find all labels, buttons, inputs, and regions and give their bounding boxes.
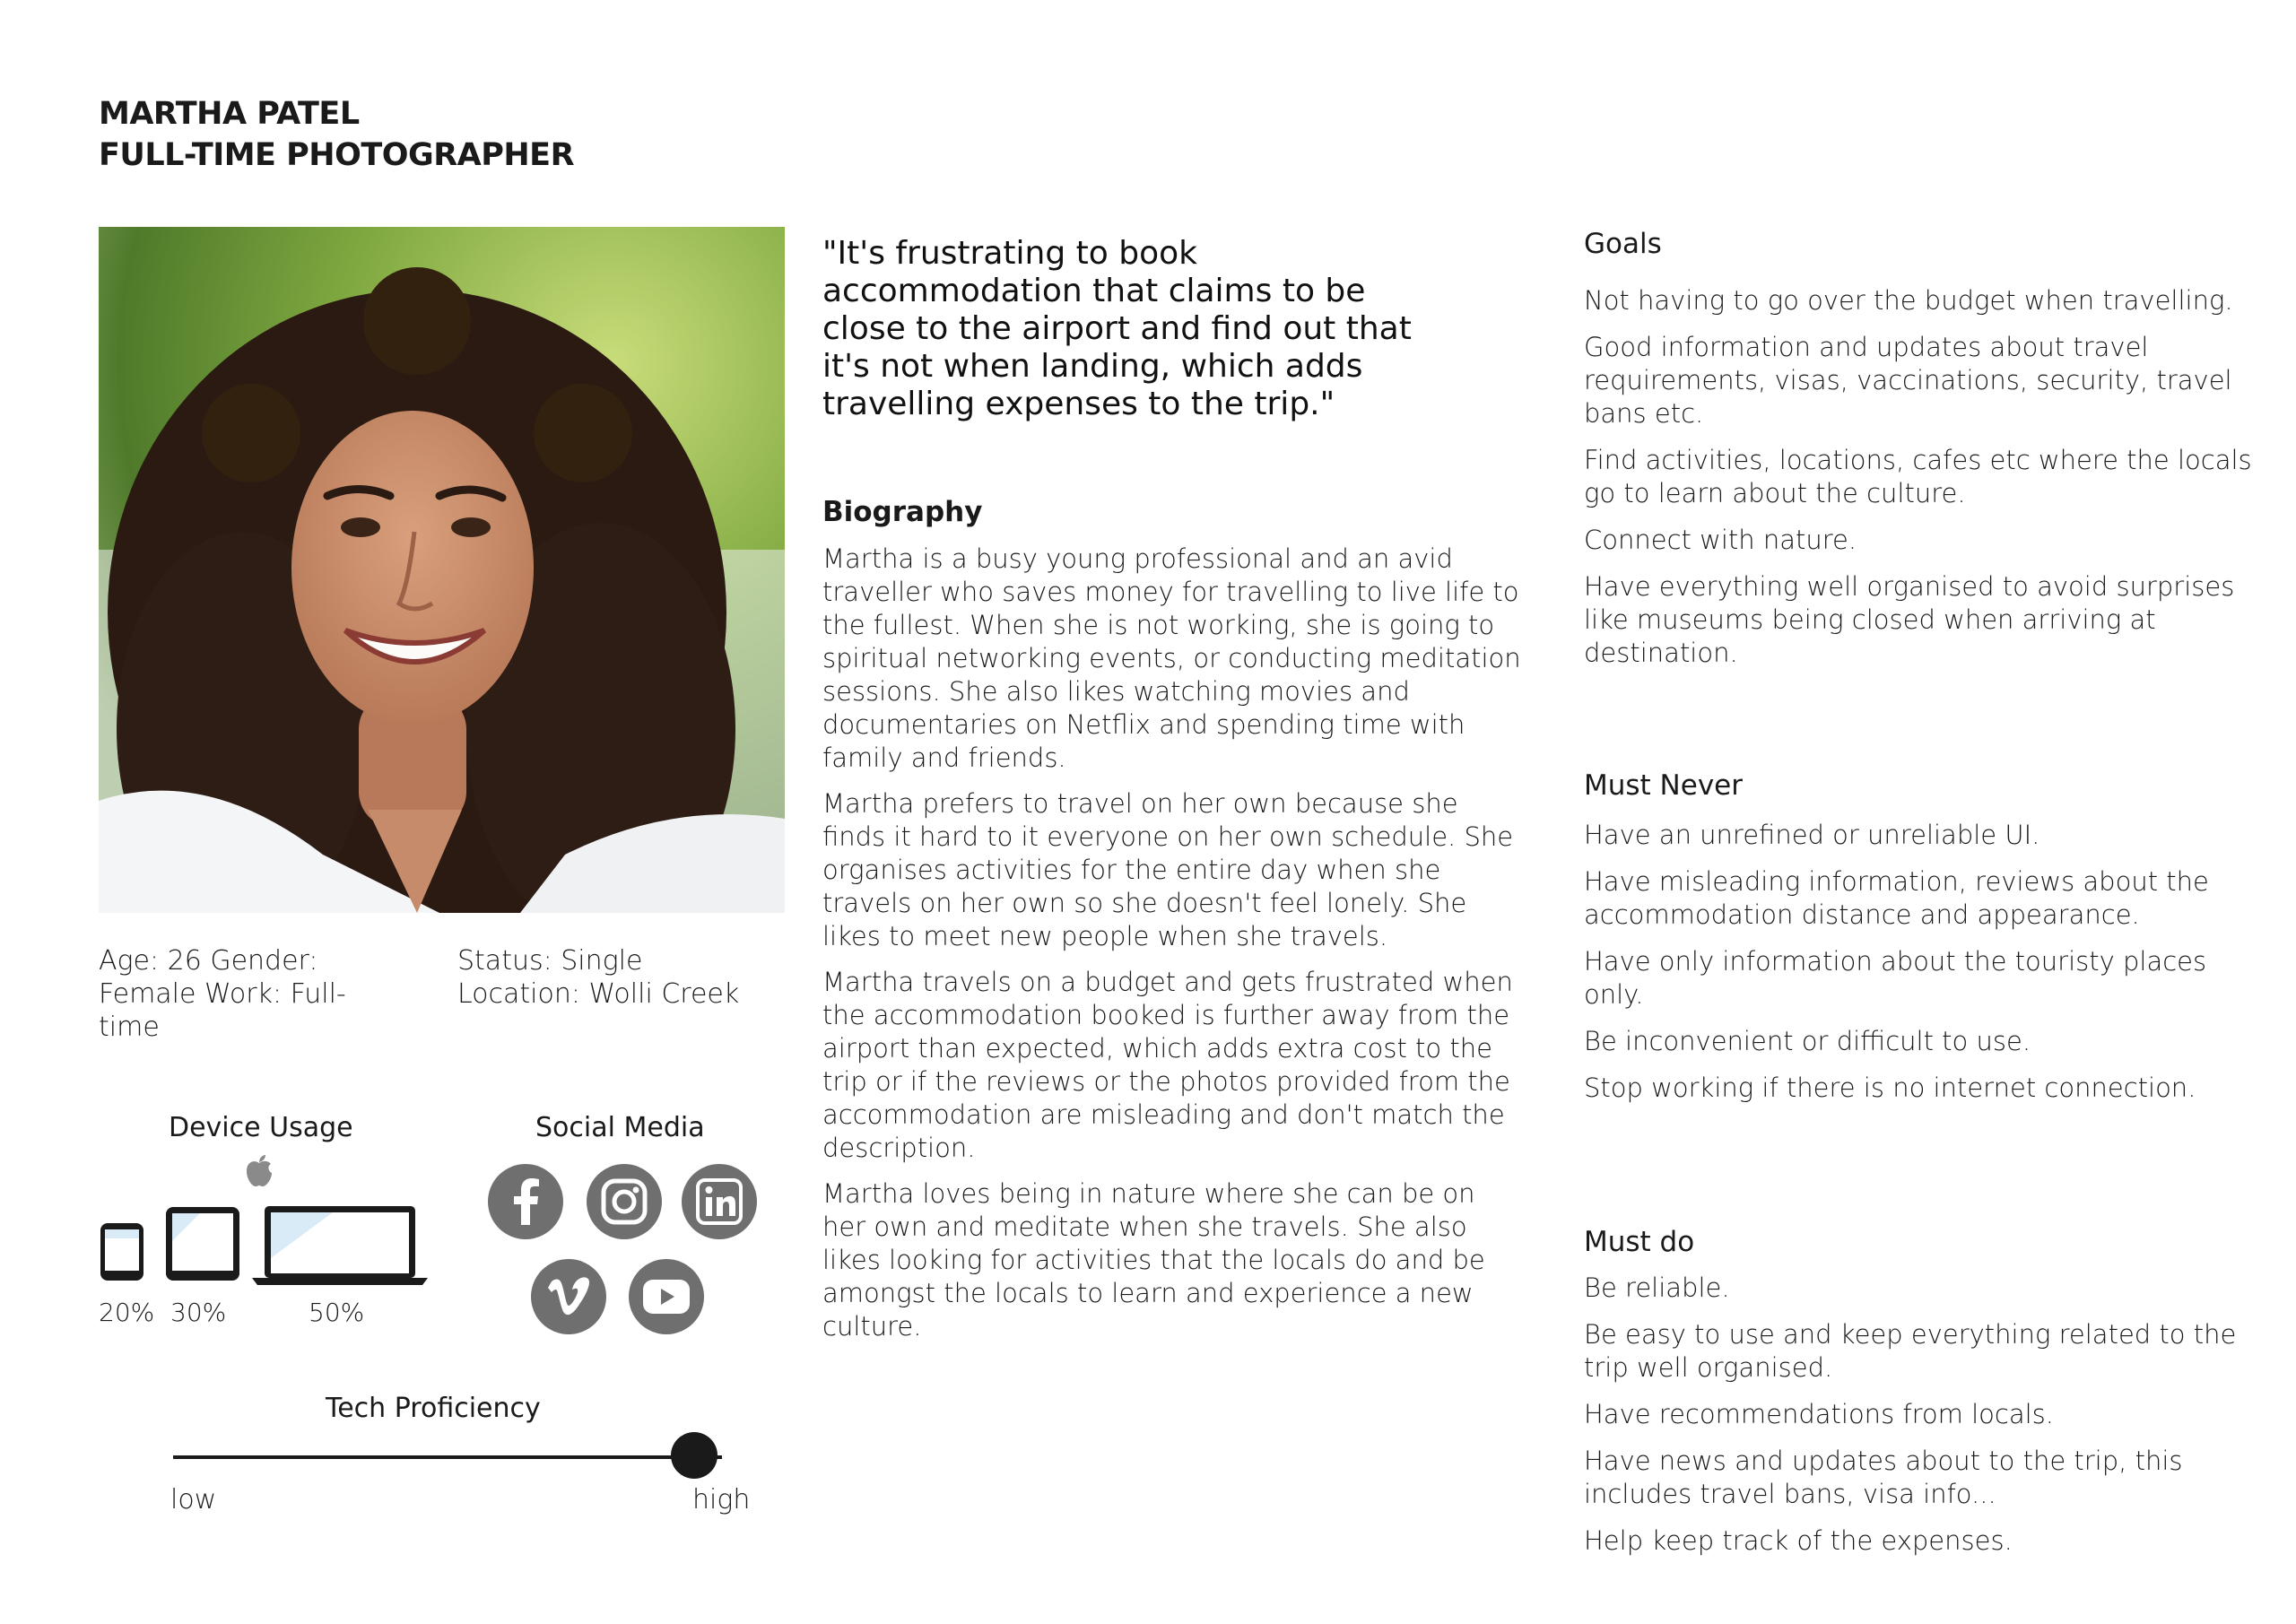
must-never-section	[1584, 769, 2257, 1118]
apple-icon	[244, 1154, 274, 1192]
must-do-title: Must do	[1584, 1226, 1695, 1258]
profile-status: Status: Single	[457, 945, 643, 977]
social-media-title: Social Media	[535, 1112, 705, 1143]
laptop-icon	[252, 1204, 428, 1290]
must-never-item: Stop working if there is no internet connection.	[1584, 1073, 2196, 1103]
biography-paragraph: Martha is a busy young professional and an avid traveller who saves money for travelling to live life to the fullest. When she is not working, she is going to spiritual networking events, or conducting meditation sessions. She also likes watching movies and documentaries on Netflix and spending time with family and friends.	[822, 543, 1521, 773]
persona-name: MARTHA PATEL	[99, 96, 360, 132]
goal-item: Connect with nature.	[1584, 525, 1857, 555]
must-do-item: Have news and updates about to the trip, this includes travel bans, visa info...	[1584, 1446, 2183, 1509]
tech-proficiency-track	[173, 1455, 722, 1459]
tech-proficiency-title: Tech Proficiency	[326, 1393, 541, 1424]
youtube-icon[interactable]	[629, 1259, 704, 1334]
must-do-item: Be reliable.	[1584, 1272, 1730, 1303]
persona-photo	[99, 227, 785, 913]
must-never-item: Be inconvenient or difficult to use.	[1584, 1026, 2031, 1056]
must-never-item: Have only information about the touristy places only.	[1584, 946, 2207, 1010]
tech-proficiency-low-label: low	[170, 1484, 217, 1515]
must-do-section	[1584, 1226, 2257, 1571]
persona-role: FULL-TIME PHOTOGRAPHER	[99, 137, 575, 173]
tech-proficiency-thumb[interactable]	[671, 1432, 718, 1479]
biography-text	[822, 543, 1522, 1356]
biography-paragraph: Martha prefers to travel on her own because she finds it hard to it everyone on her own schedule. She organises activities for the entire day when she travels on her own so she doesn't feel lonely. She likes to meet new people when she travels.	[822, 788, 1514, 951]
goal-item: Have everything well organised to avoid surprises like museums being closed when arriving at destination.	[1584, 571, 2235, 668]
phone-usage-pct: 20%	[99, 1298, 155, 1327]
tablet-icon	[164, 1205, 241, 1286]
goal-item: Find activities, locations, cafes etc where the locals go to learn about the culture.	[1584, 445, 2252, 508]
tablet-usage-pct: 30%	[170, 1298, 227, 1327]
tech-proficiency-high-label: high	[692, 1484, 751, 1515]
must-do-item: Help keep track of the expenses.	[1584, 1525, 2013, 1556]
device-usage-title: Device Usage	[169, 1112, 353, 1143]
biography-paragraph: Martha loves being in nature where she can be on her own and meditate when she travels. She also likes looking for activities that the locals do and be amongst the locals to learn and experience a new culture.	[822, 1178, 1485, 1342]
goal-item: Good information and updates about travel requirements, visas, vaccinations, security, travel bans etc.	[1584, 332, 2232, 429]
persona-header	[99, 93, 574, 176]
goals-title: Goals	[1584, 228, 1662, 260]
must-never-item: Have an unrefined or unreliable UI.	[1584, 820, 2040, 850]
facebook-icon[interactable]	[488, 1164, 563, 1239]
must-never-item: Have misleading information, reviews about the accommodation distance and appearance.	[1584, 866, 2209, 930]
profile-demographics: Age: 26 Gender: Female Work: Full-time	[99, 945, 346, 1043]
profile-location: Location: Wolli Creek	[457, 978, 740, 1010]
vimeo-icon[interactable]	[531, 1259, 606, 1334]
goal-item: Not having to go over the budget when travelling.	[1584, 285, 2233, 316]
laptop-usage-pct: 50%	[309, 1298, 365, 1327]
profile-status-location	[457, 944, 780, 1011]
goals-section	[1584, 228, 2257, 683]
must-do-item: Have recommendations from locals.	[1584, 1399, 2054, 1429]
linkedin-icon[interactable]	[682, 1164, 757, 1239]
instagram-icon[interactable]	[587, 1164, 662, 1239]
biography-title: Biography	[822, 496, 983, 528]
persona-quote: "It's frustrating to book accommodation that claims to be close to the airport and find out that it's not when landing, which adds travelling expenses to the trip."	[822, 235, 1412, 422]
biography-paragraph: Martha travels on a budget and gets frustrated when the accommodation booked is further away from the airport than expected, which adds extra cost to the trip or if the reviews or the photos provided from the accommodation are misleading and don't match the description.	[822, 967, 1513, 1163]
phone-icon	[99, 1221, 145, 1286]
must-never-title: Must Never	[1584, 769, 1743, 802]
must-do-item: Be easy to use and keep everything related to the trip well organised.	[1584, 1319, 2237, 1383]
